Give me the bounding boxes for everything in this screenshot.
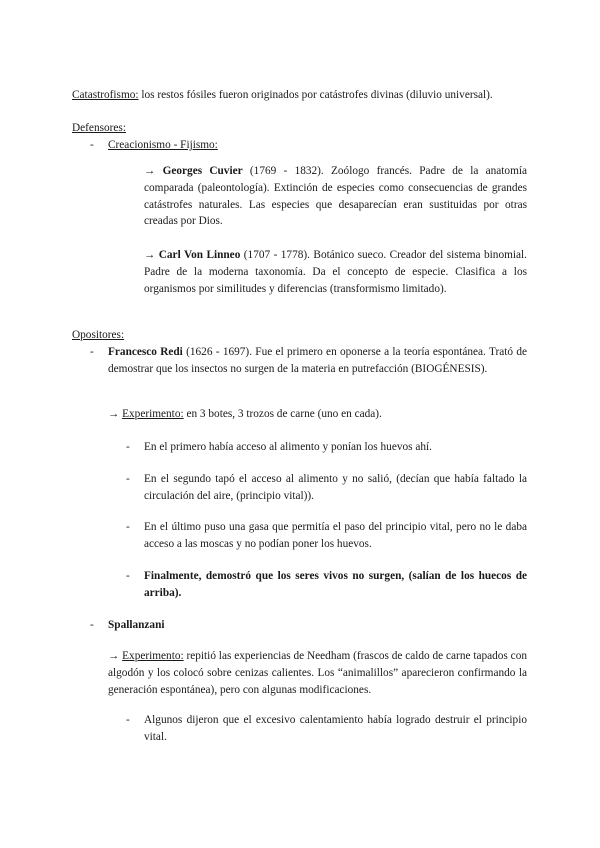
experiment-label: Experimento: [122,650,184,662]
redi-experiment-text: en 3 botes, 3 trozos de carne (uno en cada). [183,408,382,420]
redi-name: Francesco Redi [108,346,183,358]
catastrofismo-text: los restos fósiles fueron originados por catástrofes divinas (diluvio universal). [138,89,493,101]
bullet-dash: - [90,346,94,358]
bullet-dash: - [126,521,130,533]
bullet-dash: - [126,714,130,726]
cuvier-name: Georges Cuvier [162,165,243,177]
spallanzani-experiment-paragraph [108,648,527,698]
arrow-icon: → [144,165,163,177]
redi-text: (1626 - 1697). Fue el primero en oponerse a la teoría espontánea. Trató de demostrar que los insectos no surgen de la materia en putrefacción (BIOGÉNESIS). [108,346,527,375]
catastrofismo-line [72,87,542,104]
bullet-dash: - [126,570,130,582]
cuvier-text: (1769 - 1832). Zoólogo francés. Padre de la anatomía comparada (paleontología). Extinción de especies como consecuencias de grandes catástrofes naturales. Las especies que desaparecían eran sustituidas por otras creadas por Dios. [144,165,528,228]
creacionismo-subheading: Creacionismo - Fijismo: [108,139,218,151]
defensores-heading: Defensores: [72,122,126,134]
bullet-dash: - [90,619,94,631]
redi-experiment-line [108,406,527,423]
cuvier-paragraph [144,163,527,230]
bullet-dash: - [126,441,130,453]
experiment-label: Experimento: [122,408,184,420]
redi-item-1: En el primero había acceso al alimento y ponían los huevos ahí. [144,441,432,453]
redi-item-2: En el segundo tapó el acceso al alimento y no salió, (decían que había faltado la circulación del aire, (principio vital)). [144,473,527,502]
linneo-paragraph [144,247,527,297]
redi-paragraph [108,344,527,378]
opositores-heading: Opositores: [72,329,125,341]
spallanzani-heading: Spallanzani [108,619,165,631]
arrow-icon: → [108,650,123,662]
bullet-dash: - [126,473,130,485]
redi-item-4: Finalmente, demostró que los seres vivos no surgen, (salían de los huecos de arriba). [144,570,527,599]
spallanzani-item-1: Algunos dijeron que el excesivo calentamiento había logrado destruir el principio vital. [144,714,527,743]
redi-item-3: En el último puso una gasa que permitía el paso del principio vital, pero no le daba acceso a las moscas y no podían poner los huevos. [144,521,527,550]
bullet-dash: - [90,139,94,151]
arrow-icon: → [108,408,123,420]
catastrofismo-term: Catastrofismo: [72,89,139,101]
linneo-text: (1707 - 1778). Botánico sueco. Creador del sistema binomial. Padre de la moderna taxonomía. Da el concepto de especie. Clasifica a los organismos por similitudes y diferencias (transformismo limitado). [144,249,528,295]
linneo-name: Carl Von Linneo [158,249,241,261]
spallanzani-experiment-text: repitió las experiencias de Needham (frascos de caldo de carne tapados con algodón y los colocó sobre cenizas calientes. Los “animalillos” aparecieron confirmando la generación espontánea), pero con algunas modificaciones. [108,650,527,696]
arrow-icon: → [144,249,159,261]
